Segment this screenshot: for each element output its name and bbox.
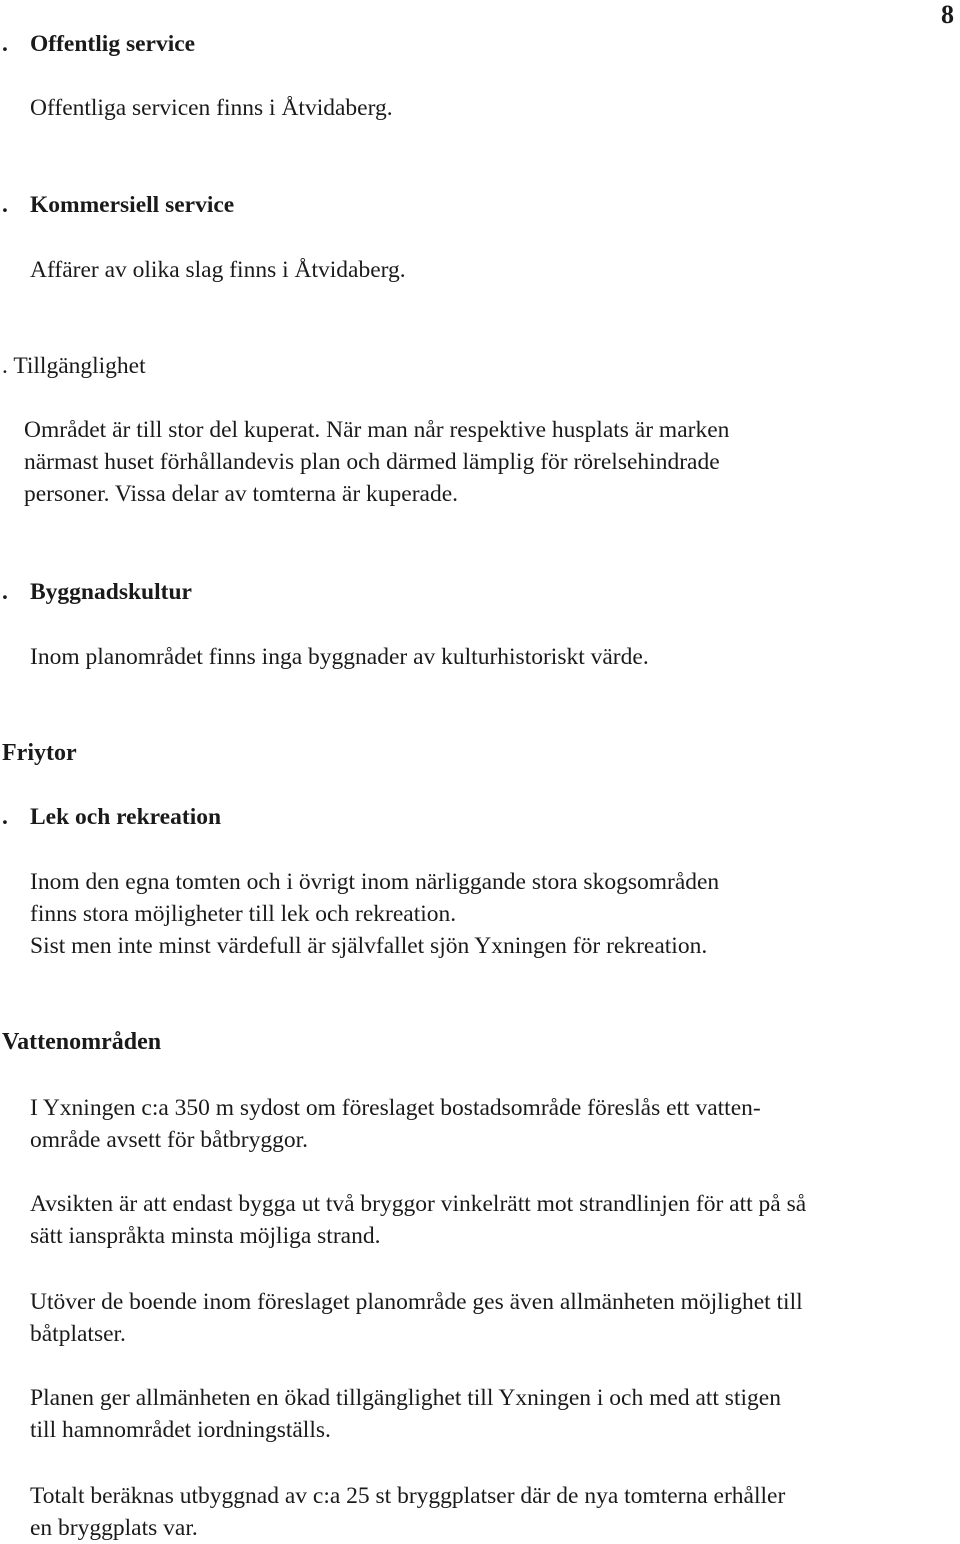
paragraph-kommersiell-service: Affärer av olika slag finns i Åtvidaberg. — [30, 257, 406, 283]
paragraph-vatten-3 — [30, 1286, 803, 1350]
text-line: Totalt beräknas utbyggnad av c:a 25 st bryggplatser där de nya tomterna erhåller — [30, 1483, 786, 1509]
heading-kommersiell-service — [2, 189, 234, 221]
text-line: Planen ger allmänheten en ökad tillgänglighet till Yxningen i och med att stigen — [30, 1385, 781, 1411]
page-number: 8 — [941, 0, 954, 29]
paragraph-vatten-4 — [30, 1382, 781, 1446]
text-line: område avsett för båtbryggor. — [30, 1127, 308, 1153]
text-line: finns stora möjligheter till lek och rekreation. — [30, 901, 457, 927]
paragraph-vatten-2 — [30, 1188, 806, 1252]
bullet-dot: . — [2, 579, 8, 605]
heading-text: Lek och rekreation — [30, 804, 222, 830]
text-line: I Yxningen c:a 350 m sydost om föreslaget bostadsområde föreslås ett vatten- — [30, 1095, 761, 1121]
text-line: Inom den egna tomten och i övrigt inom närliggande stora skogsområden — [30, 869, 720, 895]
paragraph-offentlig-service: Offentliga servicen finns i Åtvidaberg. — [30, 95, 393, 121]
paragraph-vatten-5 — [30, 1480, 785, 1544]
paragraph-tillganglighet — [24, 414, 729, 510]
text-line: närmast huset förhållandevis plan och därmed lämplig för rörelsehindrade — [24, 449, 720, 475]
heading-vattenomraden: Vattenområden — [2, 1029, 162, 1055]
bullet-dot: . — [2, 31, 8, 57]
heading-lek-och-rekreation — [2, 801, 221, 833]
heading-text: Kommersiell service — [30, 192, 235, 218]
heading-tillganglighet: . Tillgänglighet — [2, 353, 146, 379]
text-line: Området är till stor del kuperat. När man når respektive husplats är marken — [24, 417, 730, 443]
text-line: en bryggplats var. — [30, 1515, 198, 1541]
text-line: personer. Vissa delar av tomterna är kuperade. — [24, 481, 459, 507]
heading-text: Offentlig service — [30, 31, 196, 57]
paragraph-byggnadskultur: Inom planområdet finns inga byggnader av kulturhistoriskt värde. — [30, 644, 649, 670]
heading-byggnadskultur — [2, 576, 192, 608]
heading-text: Byggnadskultur — [30, 579, 192, 605]
text-line: båtplatser. — [30, 1321, 126, 1347]
text-line: Sist men inte minst värdefull är självfallet sjön Yxningen för rekreation. — [30, 933, 708, 959]
bullet-dot: . — [2, 192, 8, 218]
paragraph-lek-och-rekreation — [30, 866, 719, 962]
text-line: sätt ianspråkta minsta möjliga strand. — [30, 1223, 381, 1249]
text-line: Utöver de boende inom föreslaget planområde ges även allmänheten möjlighet till — [30, 1289, 803, 1315]
heading-friytor: Friytor — [2, 740, 77, 766]
paragraph-vatten-1 — [30, 1092, 761, 1156]
heading-offentlig-service — [2, 28, 195, 60]
text-line: Avsikten är att endast bygga ut två bryggor vinkelrätt mot strandlinjen för att på så — [30, 1191, 807, 1217]
text-line: till hamnområdet iordningställs. — [30, 1417, 331, 1443]
bullet-dot: . — [2, 804, 8, 830]
